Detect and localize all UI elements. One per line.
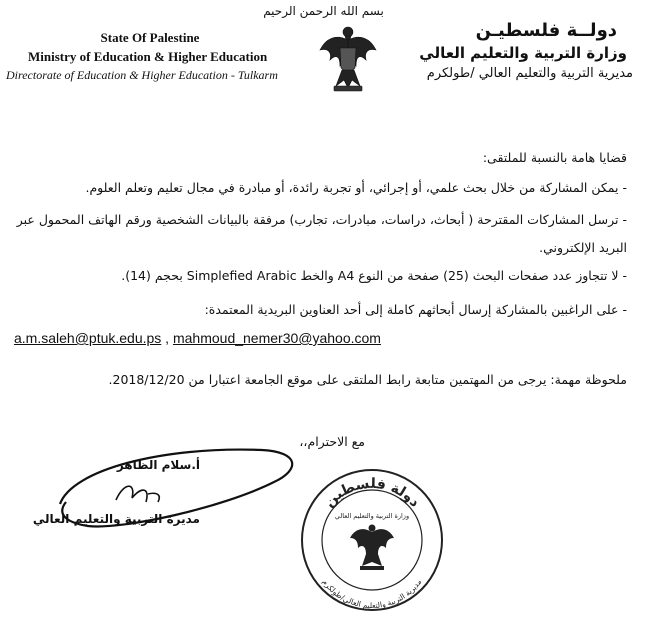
list-item-2-line-1: - ترسل المشاركات المقترحة ( أبحاث، دراسات، مبادرات، تجارب) مرفقة بالبيانات الشخصية ورقم الهاتف المحمول عبر [16, 212, 627, 227]
ar-directorate: مديرية التربية والتعليم العالي /طولكرم [426, 66, 633, 81]
list-item-2-line-2: البريد الإلكتروني. [539, 240, 627, 255]
list-item-4: - على الراغبين بالمشاركة إرسال أبحاثهم كاملة إلى أحد العناوين البريدية المعتمدة: [204, 302, 627, 317]
email-link-2[interactable]: mahmoud_nemer30@yahoo.com [172, 330, 381, 346]
basmala: بسم الله الرحمن الرحيم [263, 4, 384, 18]
stamp-inner-text: وزارة التربية والتعليم العالي [334, 512, 410, 520]
signature-scribble [52, 442, 302, 542]
eagle-emblem-icon [318, 20, 378, 94]
stamp-outer-text: دولة فلسطين [321, 475, 423, 511]
official-stamp [296, 466, 448, 614]
ar-country: دولــة فلسطيـن [475, 20, 617, 41]
email-addresses [14, 330, 381, 346]
email-separator: , [161, 330, 173, 346]
en-directorate: Directorate of Education & Higher Education - Tulkarm [6, 68, 278, 82]
important-note: ملحوظة مهمة: يرجى من المهتمين متابعة رابط الملتقى على موقع الجامعة اعتبارا من 2018/12/20. [108, 372, 627, 387]
signatory-name: أ.سلام الظاهر [116, 458, 200, 472]
list-item-3: - لا تتجاوز عدد صفحات البحث (25) صفحة من النوع A4 والخط Simplefied Arabic بحجم (14). [121, 268, 627, 283]
ar-ministry: وزارة التربية والتعليم العالي [419, 44, 627, 62]
stamp-bottom-text: مديرية التربية والتعليم العالي/طولكرم [320, 577, 424, 611]
stamp-eagle-icon [350, 525, 394, 571]
signatory-title: مديرة التربية والتعليم العالي [32, 512, 200, 526]
list-item-1: - يمكن المشاركة من خلال بحث علمي، أو إجرائي، أو تجربة رائدة، أو مبادرة في مجال تعليم وتعلم العلوم. [85, 180, 627, 195]
en-country: State Of Palestine [100, 30, 200, 45]
en-ministry: Ministry of Education & Higher Education [28, 49, 268, 64]
closing: مع الاحترام،، [299, 434, 365, 449]
email-link-1[interactable]: a.m.saleh@ptuk.edu.ps [14, 330, 162, 346]
section-heading: قضايا هامة بالنسبة للملتقى: [482, 150, 627, 165]
svg-text:مديرية التربية والتعليم العالي [321, 578, 424, 611]
